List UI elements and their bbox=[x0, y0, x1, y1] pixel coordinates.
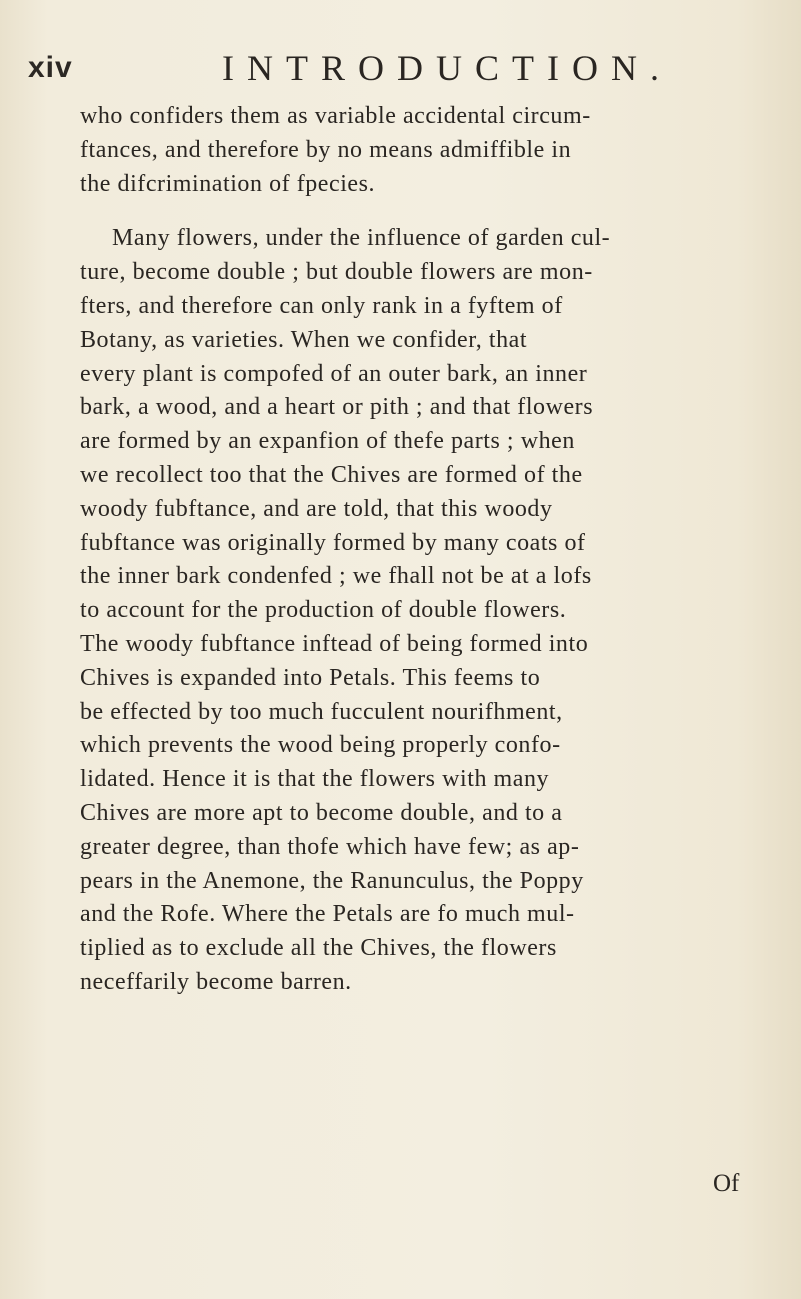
text-line: ture, become double ; but double flowers are mon- bbox=[80, 259, 593, 286]
text-line: pears in the Anemone, the Ranunculus, the Poppy bbox=[80, 867, 584, 894]
text-line: which prevents the wood being properly confo- bbox=[80, 732, 561, 759]
text-line: every plant is compofed of an outer bark, an inner bbox=[80, 360, 588, 387]
text-line: Many flowers, under the influence of garden cul- bbox=[112, 225, 611, 252]
text-line: lidated. Hence it is that the flowers with many bbox=[80, 766, 550, 793]
paragraph bbox=[80, 100, 770, 201]
text-line: woody fubftance, and are told, that this woody bbox=[80, 495, 553, 522]
text-line: to account for the production of double flowers. bbox=[80, 597, 567, 624]
running-title: INTRODUCTION. bbox=[222, 48, 672, 88]
text-line: tiplied as to exclude all the Chives, the flowers bbox=[80, 935, 557, 962]
text-line: ftances, and therefore by no means admiffible in bbox=[80, 136, 572, 163]
text-line: the inner bark condenfed ; we fhall not be at a lofs bbox=[80, 563, 592, 590]
paragraph-gap bbox=[80, 201, 770, 222]
text-line: Chives are more apt to become double, and to a bbox=[80, 799, 563, 826]
text-line: and the Rofe. Where the Petals are fo much mul- bbox=[80, 901, 575, 928]
text-line: the difcrimination of fpecies. bbox=[80, 170, 376, 197]
text-line: neceffarily become barren. bbox=[80, 968, 352, 995]
text-line: bark, a wood, and a heart or pith ; and that flowers bbox=[80, 394, 594, 421]
text-line: fubftance was originally formed by many coats of bbox=[80, 529, 586, 556]
paragraph bbox=[80, 222, 770, 999]
text-line: The woody fubftance inftead of being formed into bbox=[80, 630, 589, 657]
catchword: Of bbox=[713, 1170, 740, 1197]
text-line: who confiders them as variable accidental circum- bbox=[80, 103, 591, 129]
body-text bbox=[80, 100, 770, 1000]
text-line: greater degree, than thofe which have few; as ap- bbox=[80, 833, 580, 860]
text-line: Chives is expanded into Petals. This feems to bbox=[80, 664, 541, 691]
page-number: xiv bbox=[28, 51, 73, 84]
text-line: fters, and therefore can only rank in a fyftem of bbox=[80, 292, 563, 319]
text-line: Botany, as varieties. When we confider, that bbox=[80, 326, 528, 353]
text-line: we recollect too that the Chives are formed of the bbox=[80, 461, 583, 488]
text-line: be effected by too much fucculent nourifhment, bbox=[80, 698, 563, 725]
text-line: are formed by an expanfion of thefe parts ; when bbox=[80, 428, 575, 455]
